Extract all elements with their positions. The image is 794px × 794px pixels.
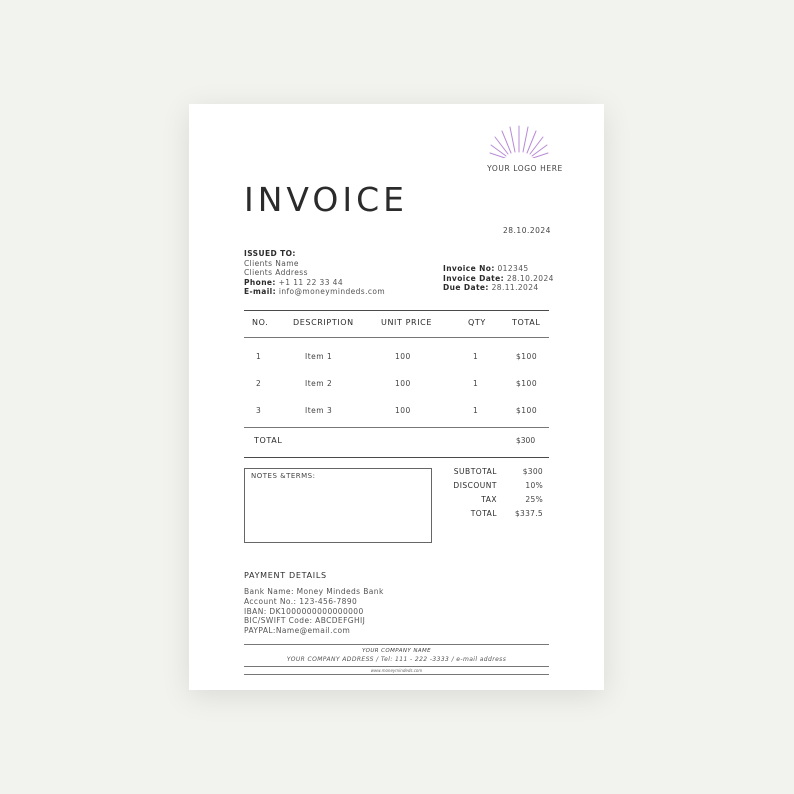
phone-label: Phone: bbox=[244, 277, 276, 287]
invoice-title: INVOICE bbox=[244, 180, 409, 219]
row-qty: 1 bbox=[473, 379, 479, 388]
row-unit-price: 100 bbox=[395, 352, 411, 361]
table-total-label: TOTAL bbox=[254, 436, 283, 445]
paypal: PAYPAL:Name@email.com bbox=[244, 626, 351, 636]
discount-label: DISCOUNT bbox=[453, 481, 497, 490]
row-total: $100 bbox=[516, 352, 538, 361]
row-unit-price: 100 bbox=[395, 379, 411, 388]
due-date-label: Due Date: bbox=[443, 283, 489, 293]
col-header-no: NO. bbox=[252, 318, 269, 327]
row-description: Item 1 bbox=[305, 352, 333, 361]
tax-value: 25% bbox=[525, 495, 543, 504]
client-name: Clients Name bbox=[244, 258, 299, 268]
table-bottom-rule bbox=[244, 457, 549, 458]
row-unit-price: 100 bbox=[395, 406, 411, 415]
payment-details-title: PAYMENT DETAILS bbox=[244, 571, 327, 580]
table-header-rule bbox=[244, 337, 549, 338]
footer-top-rule bbox=[244, 644, 549, 645]
grand-total-value: $337.5 bbox=[514, 509, 543, 518]
logo-placeholder-text: YOUR LOGO HERE bbox=[487, 164, 563, 173]
issued-to-label: ISSUED TO: bbox=[244, 249, 296, 258]
bic-swift: BIC/SWIFT Code: ABCDEFGHIJ bbox=[244, 616, 366, 626]
discount-value: 10% bbox=[525, 481, 543, 490]
table-top-rule bbox=[244, 310, 549, 311]
row-no: 2 bbox=[256, 379, 262, 388]
subtotal-value: $300 bbox=[522, 467, 543, 476]
account-number: Account No.: 123-456-7890 bbox=[244, 596, 358, 606]
due-date: 28.11.2024 bbox=[491, 283, 539, 293]
row-description: Item 3 bbox=[305, 406, 333, 415]
client-address: Clients Address bbox=[244, 268, 308, 278]
issued-to-block bbox=[244, 249, 385, 297]
row-total: $100 bbox=[516, 406, 538, 415]
tax-label: TAX bbox=[481, 495, 497, 504]
client-phone: +1 11 22 33 44 bbox=[278, 277, 343, 287]
subtotal-label: SUBTOTAL bbox=[453, 467, 497, 476]
col-header-total: TOTAL bbox=[512, 318, 541, 327]
grand-total-label: TOTAL bbox=[470, 509, 497, 518]
invoice-page bbox=[189, 104, 604, 690]
footer-company-name: YOUR COMPANY NAME bbox=[361, 648, 432, 654]
email-label: E-mail: bbox=[244, 287, 277, 297]
footer-bottom-rule bbox=[244, 674, 549, 675]
col-header-description: DESCRIPTION bbox=[293, 318, 354, 327]
col-header-qty: QTY bbox=[468, 318, 486, 327]
payment-details-block bbox=[244, 587, 384, 636]
row-qty: 1 bbox=[473, 406, 479, 415]
col-header-unit-price: UNIT PRICE bbox=[381, 318, 433, 327]
row-qty: 1 bbox=[473, 352, 479, 361]
table-total-value: $300 bbox=[516, 436, 536, 445]
invoice-meta-block bbox=[443, 264, 554, 293]
table-total-rule bbox=[244, 427, 549, 428]
invoice-no-label: Invoice No: bbox=[443, 264, 495, 273]
row-description: Item 2 bbox=[305, 379, 333, 388]
row-no: 3 bbox=[256, 406, 262, 415]
invoice-no: 012345 bbox=[497, 264, 529, 273]
footer-website[interactable]: www.moneymindeds.com bbox=[370, 668, 423, 673]
notes-terms-label: NOTES &TERMS: bbox=[251, 472, 316, 480]
row-no: 1 bbox=[256, 352, 262, 361]
invoice-header-date: 28.10.2024 bbox=[503, 226, 551, 235]
footer-mid-rule bbox=[244, 666, 549, 667]
row-total: $100 bbox=[516, 379, 538, 388]
invoice-date-label: Invoice Date: bbox=[443, 273, 505, 283]
client-email: info@moneymindeds.com bbox=[278, 287, 386, 297]
bank-name: Bank Name: Money Mindeds Bank bbox=[244, 587, 384, 596]
footer-company-address: YOUR COMPANY ADDRESS / Tel: 111 - 222 -3333 / e-mail address bbox=[286, 656, 507, 663]
iban: IBAN: DK1000000000000000 bbox=[244, 606, 364, 616]
invoice-date: 28.10.2024 bbox=[506, 273, 554, 283]
sunburst-logo-icon bbox=[489, 122, 549, 158]
